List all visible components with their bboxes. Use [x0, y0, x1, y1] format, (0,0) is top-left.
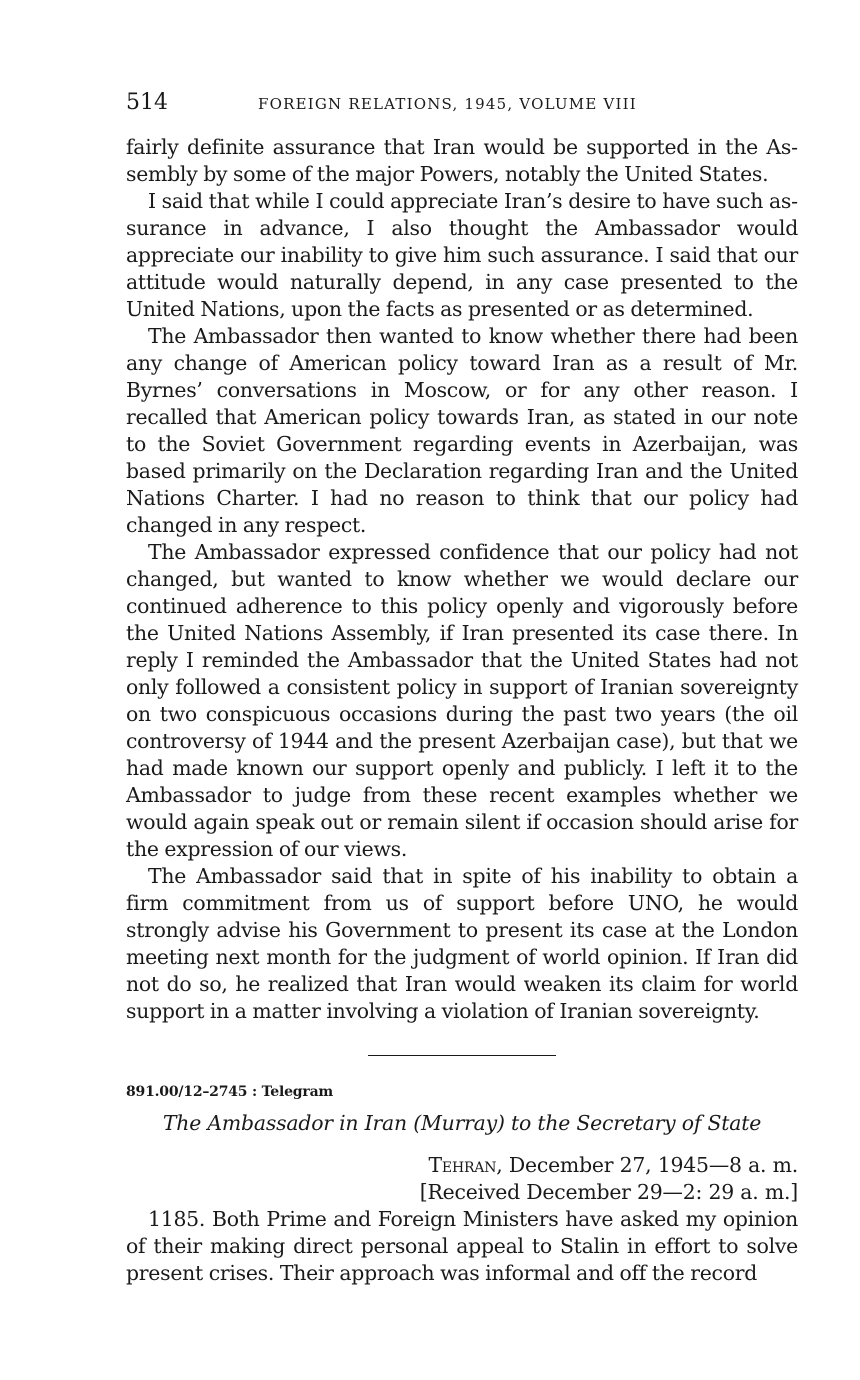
paragraph: The Ambassador expressed confidence that our policy had not changed, but wanted to know whether we would declare our continued adherence to this policy openly and vigorously before the United Nations Assembly, if Iran presented its case there. In reply I reminded the Ambassador that the United States had not only followed a consistent policy in support of Iranian sovereignty on two conspicuous occasions during the past two years (the oil controversy of 1944 and the present Azerbaijan case), but that we had made known our support openly and publicly. I left it to the Ambassador to judge from these recent examples whether we would again speak out or remain silent if occasion should arise for the expression of our views.: [126, 540, 798, 861]
telegram-paragraph: 1185. Both Prime and Foreign Ministers have asked my opinion of their making direct personal appeal to Stalin in effort to solve present crises. Their approach was informal and off the record: [126, 1207, 798, 1285]
paragraph: The Ambassador then wanted to know whether there had been any change of American policy toward Iran as a result of Mr. Byrnes’ conversations in Moscow, or for any other reason. I recalled that American policy towards Iran, as stated in our note to the Soviet Government regarding events in Azerbaijan, was based primarily on the Declaration regarding Iran and the United Nations Charter. I had no reason to think that our policy had changed in any respect.: [126, 324, 798, 537]
telegram-body: [126, 1206, 798, 1287]
page-number: 514: [126, 90, 168, 115]
file-reference: 891.00/12–2745 : Telegram: [126, 1084, 334, 1100]
paragraph: I said that while I could appreciate Iran’s desire to have such assurance in advance, I also thought the Ambassador would appreciate our inability to give him such assurance. I said that our attitude would naturally depend, in any case presented to the United Nations, upon the facts as presented or as determined.: [126, 189, 798, 321]
running-head: [126, 86, 798, 120]
paragraph-continued: fairly definite assurance that Iran would be supported in the Assembly by some of the major Powers, notably the United States.: [126, 135, 798, 186]
paragraph: The Ambassador said that in spite of his inability to obtain a firm commitment from us of support before UNO, he would strongly advise his Government to present its case at the London meeting next month for the judgment of world opinion. If Iran did not do so, he realized that Iran would weaken its claim for world support in a matter involving a violation of Iranian sovereignty.: [126, 864, 798, 1023]
dateline-place: Tehran: [428, 1153, 497, 1177]
dateline: [126, 1152, 798, 1179]
received-line: [Received December 29—2: 29 a. m.]: [419, 1180, 798, 1204]
document-title: The Ambassador in Iran (Murray) to the Secretary of State: [162, 1111, 762, 1135]
section-divider: [368, 1055, 556, 1056]
memorandum-body: [126, 134, 798, 1025]
running-title: FOREIGN RELATIONS, 1945, VOLUME VIII: [258, 95, 637, 113]
document-page: [126, 86, 798, 1287]
dateline-sent: , December 27, 1945—8 a. m.: [496, 1153, 798, 1177]
